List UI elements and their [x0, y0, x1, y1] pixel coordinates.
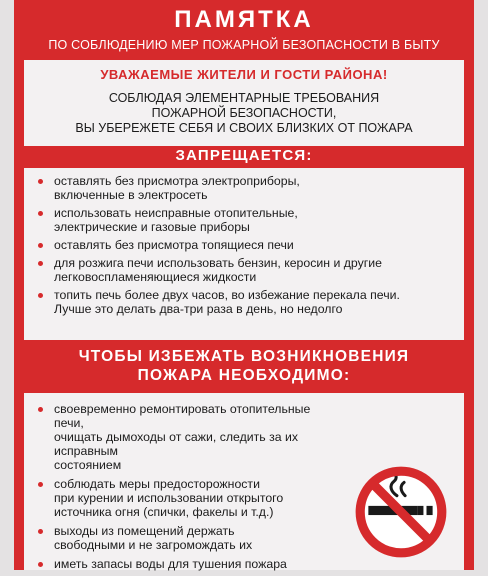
required-panel [24, 393, 464, 570]
list-item: иметь запасы воды для тушения пожара [38, 557, 339, 571]
bullet-dot [38, 562, 43, 567]
bullet-dot [38, 407, 43, 412]
poster-subtitle: ПО СОБЛЮДЕНИЮ МЕР ПОЖАРНОЙ БЕЗОПАСНОСТИ В БЫТУ [48, 38, 440, 52]
list-item: для розжига печи использовать бензин, керосин и другие легковоспламеняющиеся жидкости [38, 256, 456, 284]
intro-line: ПОЖАРНОЙ БЕЗОПАСНОСТИ, [151, 106, 337, 120]
prohibited-list [38, 174, 456, 320]
list-item: использовать неисправные отопительные, электрические и газовые приборы [38, 206, 456, 234]
list-item: оставлять без присмотра электроприборы, включенные в электросеть [38, 174, 456, 202]
bullet-dot [38, 179, 43, 184]
intro-line: ВЫ УБЕРЕЖЕТЕ СЕБЯ И СВОИХ БЛИЗКИХ ОТ ПОЖАРА [75, 121, 413, 135]
bullet-dot [38, 482, 43, 487]
intro-line: СОБЛЮДАЯ ЭЛЕМЕНТАРНЫЕ ТРЕБОВАНИЯ [108, 91, 380, 105]
bullet-dot [38, 243, 43, 248]
no-smoking-icon [350, 461, 452, 563]
required-title-line: ЧТОБЫ ИЗБЕЖАТЬ ВОЗНИКНОВЕНИЯ [78, 348, 410, 365]
poster-title: ПАМЯТКА [174, 6, 314, 33]
list-item: оставлять без присмотра топящиеся печи [38, 238, 456, 252]
list-item: топить печь более двух часов, во избежание перекала печи. Лучше это делать два-три раза в день, но недолго [38, 288, 456, 316]
bullet-dot [38, 261, 43, 266]
greeting: УВАЖАЕМЫЕ ЖИТЕЛИ И ГОСТИ РАЙОНА! [100, 67, 388, 82]
bullet-dot [38, 293, 43, 298]
bullet-dot [38, 211, 43, 216]
intro-text [24, 91, 464, 136]
list-item: своевременно ремонтировать отопительные печи, очищать дымоходы от сажи, следить за их исправным состоянием [38, 402, 339, 472]
required-title [14, 347, 474, 385]
list-item: соблюдать меры предосторожности при курении и использовании открытого источника огня (спички, факелы и т.д.) [38, 477, 339, 519]
intro-panel [24, 60, 464, 146]
required-list [38, 402, 339, 576]
required-title-line: ПОЖАРА НЕОБХОДИМО: [137, 367, 351, 384]
fire-safety-poster [14, 0, 474, 570]
bullet-dot [38, 529, 43, 534]
cigarette-tip-icon [417, 506, 423, 515]
list-item: выходы из помещений держать свободными и не загромождать их [38, 524, 339, 552]
cigarette-ash-icon [427, 506, 433, 515]
prohibited-title: ЗАПРЕЩАЕТСЯ: [175, 147, 313, 164]
poster-header [14, 0, 474, 58]
prohibited-panel [24, 168, 464, 340]
